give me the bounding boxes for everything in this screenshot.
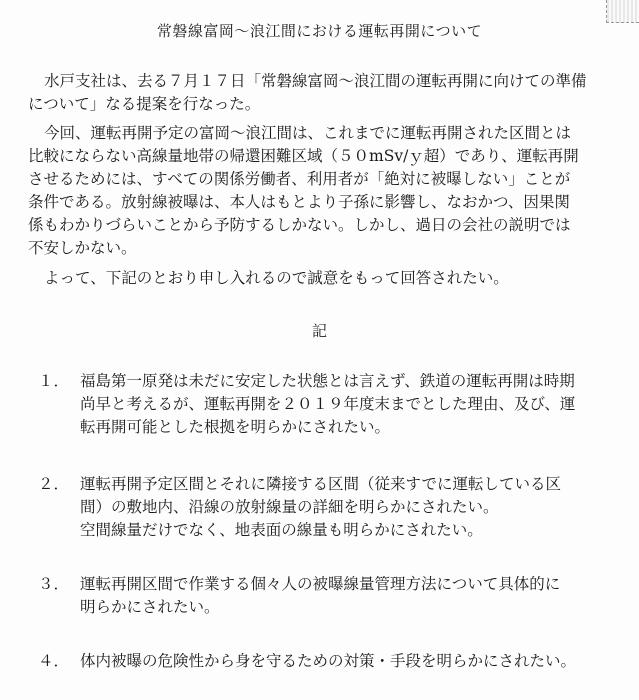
item-number: ３． xyxy=(38,575,70,593)
item-number: ２． xyxy=(38,475,70,493)
item-body xyxy=(80,573,560,619)
intro-paragraph-1 xyxy=(28,70,624,116)
intro-paragraph-3 xyxy=(28,267,624,290)
intro-paragraph-2 xyxy=(28,122,624,260)
item-body xyxy=(80,650,576,673)
paragraph-line: 係もわかりづらいことから予防するしかない。しかし、過日の会社の説明では xyxy=(28,216,571,234)
paragraph-line: させるためには、すべての関係労働者、利用者が「絶対に被曝しない」ことが xyxy=(28,170,571,188)
paragraph-line: よって、下記のとおり申し入れるので誠意をもって回答されたい。 xyxy=(44,269,509,287)
paragraph-line: 今回、運転再開予定の富岡～浪江間は、これまでに運転再開された区間とは xyxy=(44,124,572,142)
item-line: 運転再開予定区間とそれに隣接する区間（従来すでに運転している区 xyxy=(80,475,561,493)
item-line: 体内被曝の危険性から身を守るための対策・手段を明らかにされたい。 xyxy=(80,652,577,670)
paragraph-line: 水戸支社は、去る７月１７日「常磐線富岡～浪江間の運転再開に向けての準備 xyxy=(44,72,587,90)
item-number: １． xyxy=(38,372,70,390)
item-line: 明らかにされたい。 xyxy=(80,598,220,616)
item-number: ４． xyxy=(38,652,70,670)
paragraph-line: 比較にならない高線量地帯の帰還困難区域（５０mSv/ｙ超）であり、運転再開 xyxy=(28,147,579,165)
ki-label: 記 xyxy=(311,322,327,340)
item-line: 転再開可能とした根拠を明らかにされたい。 xyxy=(80,418,391,436)
item-line: 運転再開区間で作業する個々人の被曝線量管理方法について具体的に xyxy=(80,575,561,593)
item-body xyxy=(80,473,561,542)
item-body xyxy=(80,370,575,439)
paragraph-line: 条件である。放射線被曝は、本人はもとより子孫に影響し、なおかつ、因果関 xyxy=(28,193,570,211)
document-title: 常磐線富岡～浪江間における運転再開について xyxy=(156,22,483,40)
item-line: 福島第一原発は未だに安定した状態とは言えず、鉄道の運転再開は時期 xyxy=(80,372,575,390)
item-line: 尚早と考えるが、運転再開を２０１９年度末までとした理由、及び、運 xyxy=(80,395,576,413)
item-line: 空間線量だけでなく、地表面の線量も明らかにされたい。 xyxy=(80,521,483,539)
item-line: 間）の敷地内、沿線の放射線量の詳細を明らかにされたい。 xyxy=(80,498,499,516)
paragraph-line: 不安しかない。 xyxy=(28,239,137,257)
paragraph-line: について」なる提案を行なった。 xyxy=(28,95,261,113)
